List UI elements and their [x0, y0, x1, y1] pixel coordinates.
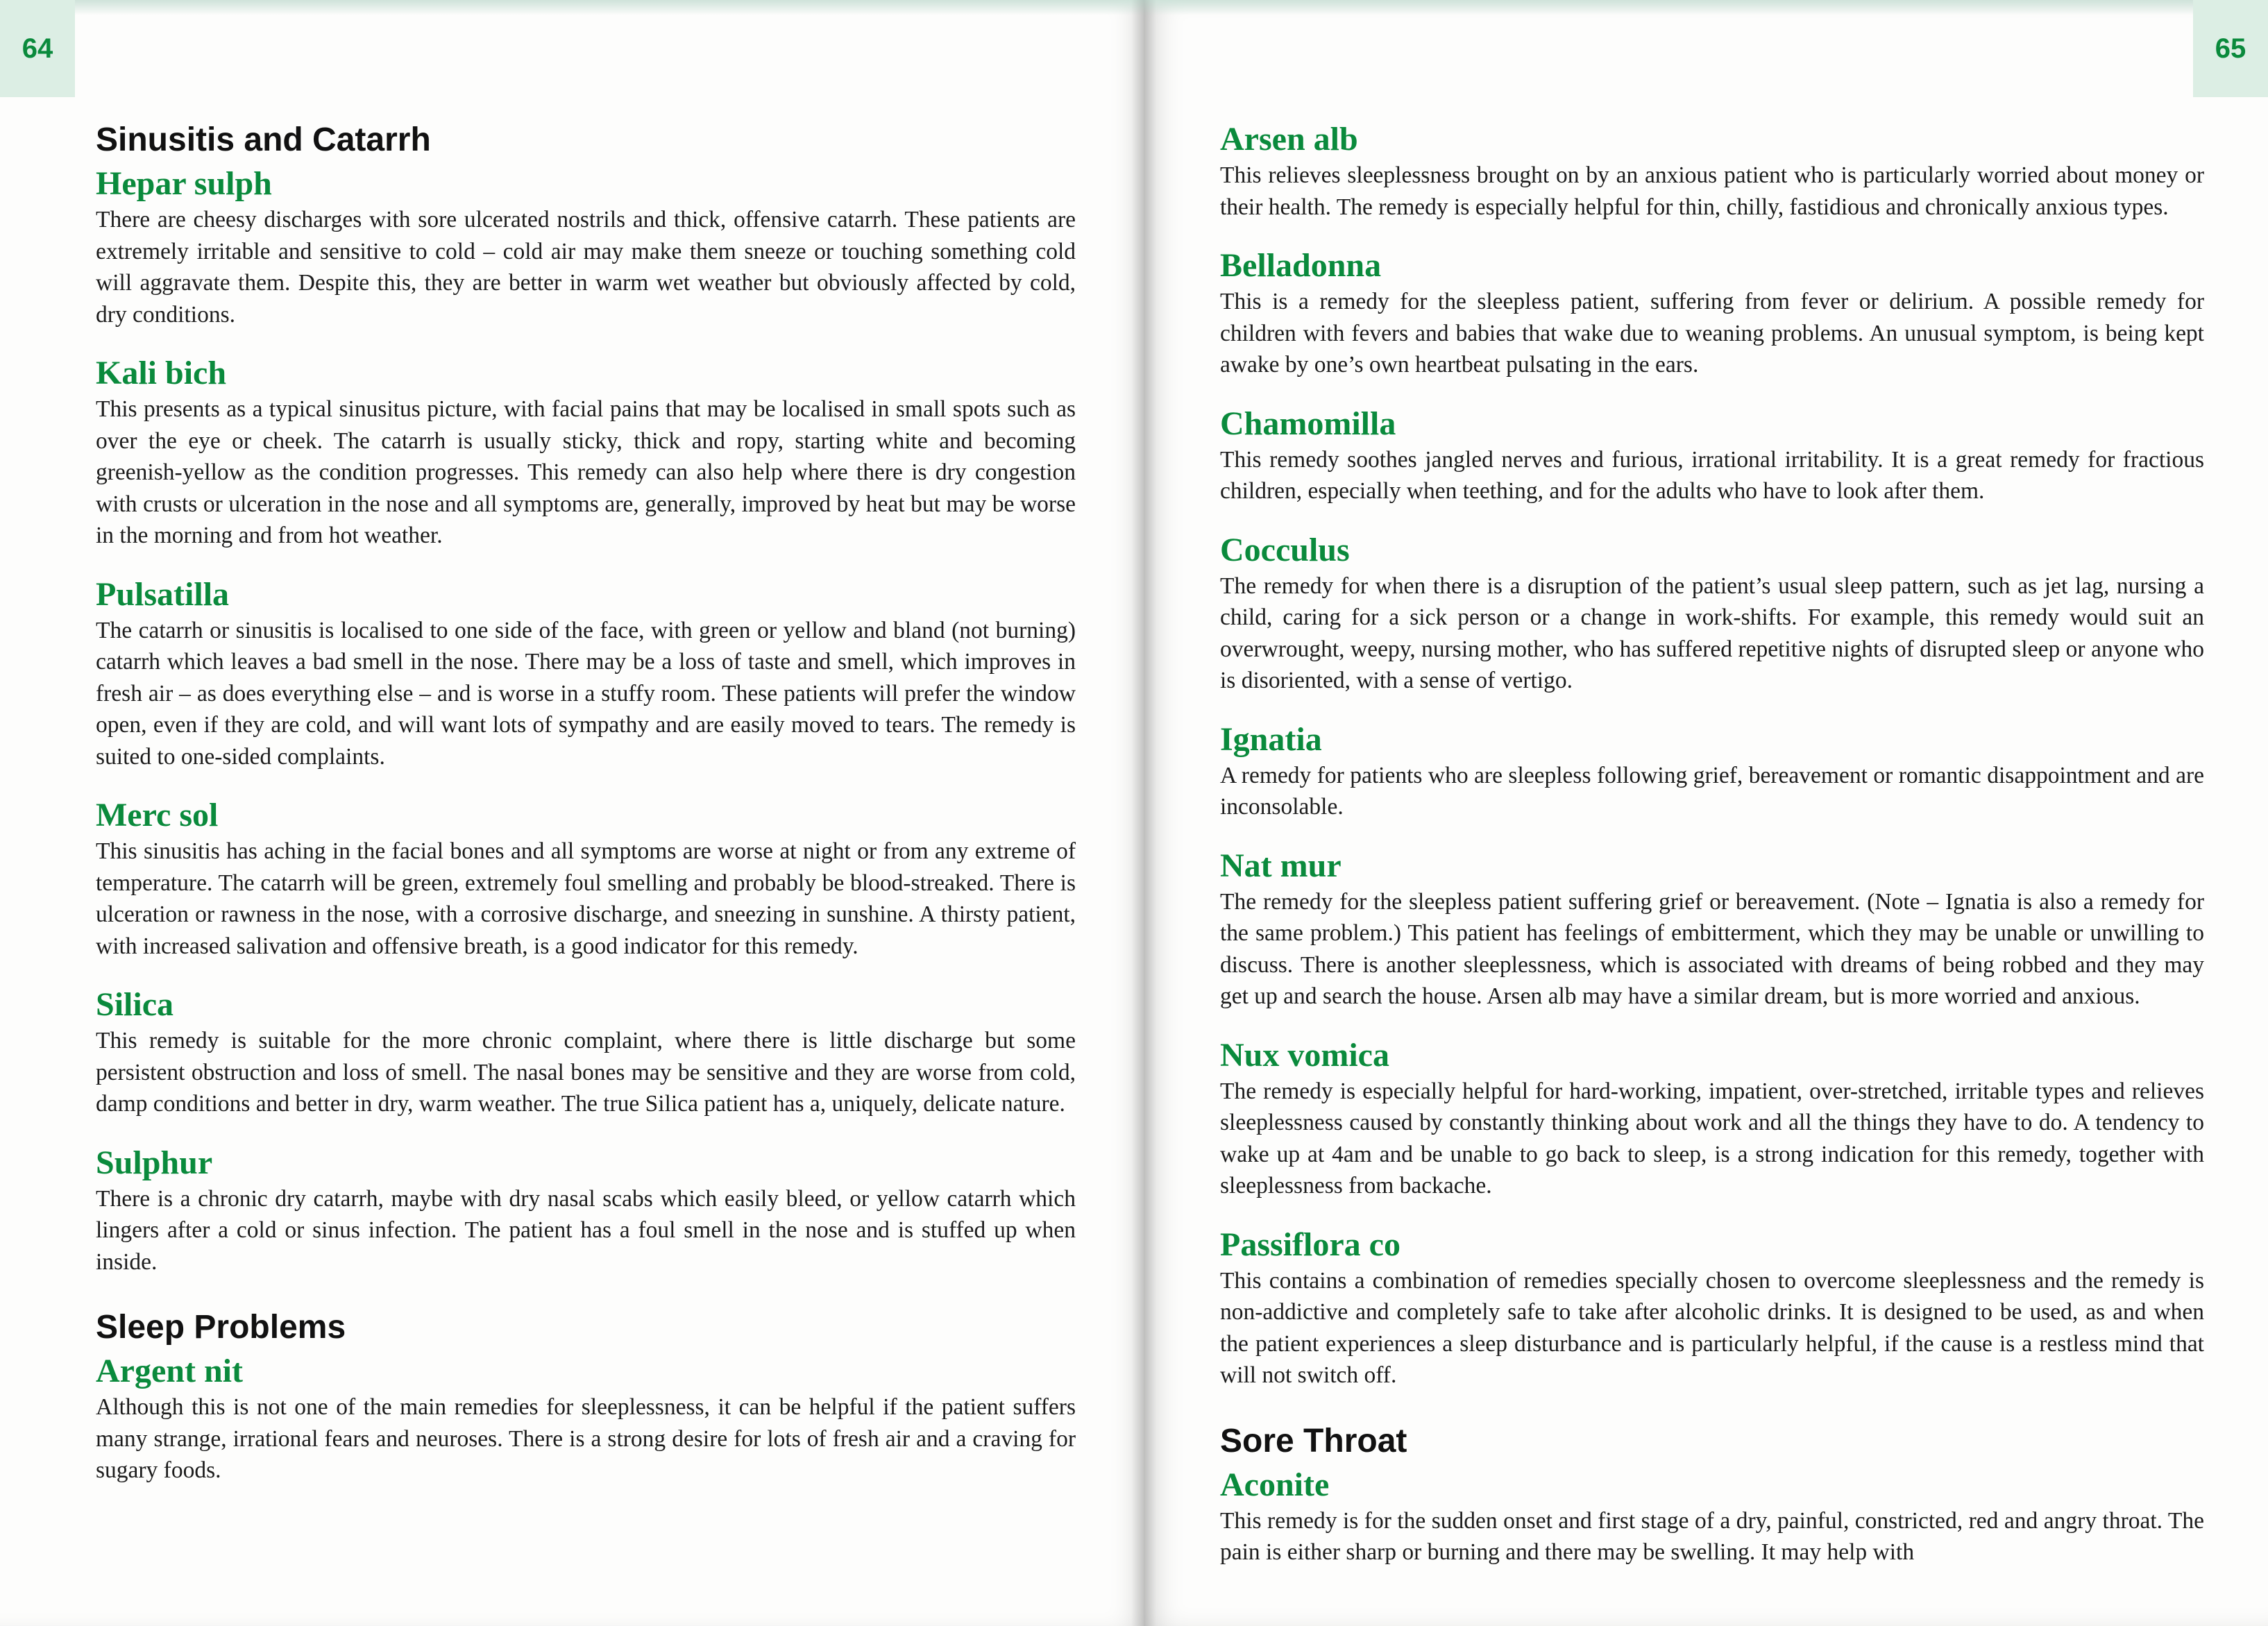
remedy-title: Argent nit: [96, 1353, 243, 1389]
remedy-text: This sinusitis has aching in the facial bones and all symptoms are worse at night or from any extreme of temperature. The catarrh will be green, extremely foul smelling and probably be blood-streaked. There is ulceration or rawness in the nose, with a corrosive discharge, and sneezing in sunshine. A thirsty patient, with increased salivation and offensive breath, is a good indicator for this remedy.: [96, 838, 1076, 959]
remedy-title: Passiflora co: [1220, 1226, 1400, 1263]
remedy-entry: [96, 164, 1076, 330]
remedy-text: There is a chronic dry catarrh, maybe with dry nasal scabs which easily bleed, or yellow catarrh which lingers after a cold or sinus infection. The patient has a foul smell in the nose and is stuffed up when inside.: [96, 1185, 1076, 1275]
remedy-text: There are cheesy discharges with sore ulcerated nostrils and thick, offensive catarrh. These patients are extremely irritable and sensitive to cold – cold air may make them sneeze or touching something cold will aggravate them. Despite this, they are better in warm wet weather but obviously affected by cold, dry conditions.: [96, 207, 1076, 328]
remedy-entry: [96, 795, 1076, 962]
remedy-text: This contains a combination of remedies specially chosen to overcome sleeplessness and the remedy is non-addictive and completely safe to take after alcoholic drinks. It is designed to be used, as and when the patient experiences a sleep disturbance and is particularly helpful, if the cause is a restless mind that will not switch off.: [1220, 1267, 2204, 1388]
page-number: 65: [2193, 0, 2268, 97]
remedy-title: Nat mur: [1220, 847, 1342, 884]
remedy-text: The remedy for the sleepless patient suffering grief or bereavement. (Note – Ignatia is also a remedy for the same problem.) This patient has feelings of embitterment, which they may be unable or unwilling to discuss. There is another sleeplessness, which is associated with dreams of being robbed and they may get up and search the house. Arsen alb may have a similar dream, but is more worried and anxious.: [1220, 888, 2204, 1009]
remedy-text: This is a remedy for the sleepless patient, suffering from fever or delirium. A possible remedy for children with fevers and babies that wake due to weaning problems. An unusual symptom, is being kept awake by one’s own heartbeat pulsating in the ears.: [1220, 289, 2204, 378]
remedy-entry: [1220, 119, 2204, 223]
remedy-title: Ignatia: [1220, 720, 1322, 758]
top-band: [0, 0, 1144, 15]
right-column: [1220, 119, 2204, 1591]
remedy-title: Sulphur: [96, 1144, 213, 1181]
remedy-text: The remedy is especially helpful for hard-working, impatient, over-stretched, irritable types and relieves sleeplessness caused by constantly thinking about work and all the things they have to do. A tendency to wake up at 4am and be unable to go back to sleep, is a strong indication for this remedy, together with sleeplessness from backache.: [1220, 1078, 2204, 1199]
remedy-entry: [96, 353, 1076, 552]
remedy-title: Merc sol: [96, 797, 219, 833]
section-heading: Sinusitis and Catarrh: [96, 121, 431, 158]
remedy-title: Cocculus: [1220, 531, 1350, 568]
remedy-text: This relieves sleeplessness brought on by an anxious patient who is particularly worried about money or their health. The remedy is especially helpful for thin, chilly, fastidious and chronically anxious types.: [1220, 162, 2204, 220]
section-heading: Sore Throat: [1220, 1422, 1407, 1459]
remedy-entry: [1220, 246, 2204, 381]
remedy-entry: [96, 1143, 1076, 1278]
remedy-text: This remedy is for the sudden onset and first stage of a dry, painful, constricted, red and angry throat. The pain is either sharp or burning and there may be swelling. It may help with: [1220, 1507, 2204, 1565]
remedy-title: Hepar sulph: [96, 165, 272, 202]
section-heading: Sleep Problems: [96, 1309, 346, 1346]
remedy-title: Chamomilla: [1220, 405, 1396, 442]
remedy-entry: [1220, 1225, 2204, 1391]
remedy-entry: [1220, 720, 2204, 823]
remedy-title: Nux vomica: [1220, 1036, 1389, 1074]
remedy-title: Pulsatilla: [96, 575, 230, 613]
remedy-entry: [1220, 846, 2204, 1013]
remedy-entry: [1220, 530, 2204, 697]
remedy-text: A remedy for patients who are sleepless following grief, bereavement or romantic disappointment and are inconsolable.: [1220, 762, 2204, 820]
remedy-entry: [96, 985, 1076, 1120]
top-band: [1144, 0, 2268, 15]
remedy-entry: [96, 575, 1076, 773]
remedy-text: The remedy for when there is a disruption of the patient’s usual sleep pattern, such as jet lag, nursing a child, caring for a sick person or a change in work-shifts. For example, this remedy would suit an overwrought, weepy, nursing mother, who has suffered repetitive nights of disrupted sleep or anyone who is disoriented, with a sense of vertigo.: [1220, 573, 2204, 693]
remedy-text: This remedy is suitable for the more chronic complaint, where there is little discharge but some persistent obstruction and loss of smell. The nasal bones may be sensitive and they are worse from cold, damp conditions and better in dry, warm weather. The true Silica patient has a, uniquely, delicate nature.: [96, 1028, 1076, 1117]
remedy-entry: [96, 1351, 1076, 1487]
remedy-text: This presents as a typical sinusitus picture, with facial pains that may be localised in small spots such as over the eye or cheek. The catarrh is usually sticky, thick and ropy, starting white and becoming greenish-yellow as the condition progresses. This remedy can also help where there is dry congestion with crusts or ulceration in the nose and all symptoms are, generally, improved by heat but may be worse in the morning and from hot weather.: [96, 396, 1076, 548]
remedy-entry: [1220, 1035, 2204, 1202]
remedy-entry: [1220, 1465, 2204, 1568]
page-number: 64: [0, 0, 75, 97]
remedy-text: Although this is not one of the main remedies for sleeplessness, it can be helpful if the patient suffers many strange, irrational fears and neuroses. There is a strong desire for lots of fresh air and a craving for sugary foods.: [96, 1394, 1076, 1483]
left-column: [96, 119, 1076, 1509]
remedy-entry: [1220, 404, 2204, 507]
remedy-title: Arsen alb: [1220, 121, 1358, 158]
book-gutter: [1131, 0, 1156, 1626]
remedy-title: Belladonna: [1220, 247, 1382, 284]
remedy-title: Kali bich: [96, 355, 227, 391]
remedy-title: Aconite: [1220, 1466, 1330, 1503]
remedy-text: This remedy soothes jangled nerves and furious, irrational irritability. It is a great remedy for fractious children, especially when teething, and for the adults who have to look after them.: [1220, 446, 2204, 504]
right-page: [1144, 0, 2268, 1626]
remedy-title: Silica: [96, 986, 174, 1023]
remedy-text: The catarrh or sinusitis is localised to one side of the face, with green or yellow and bland (not burning) catarrh which leaves a bad smell in the nose. There may be a loss of taste and smell, which improves in fresh air – as does everything else – and is worse in a stuffy room. These patients will prefer the window open, even if they are cold, and will want lots of sympathy and are easily moved to tears. The remedy is suited to one-sided complaints.: [96, 617, 1076, 770]
